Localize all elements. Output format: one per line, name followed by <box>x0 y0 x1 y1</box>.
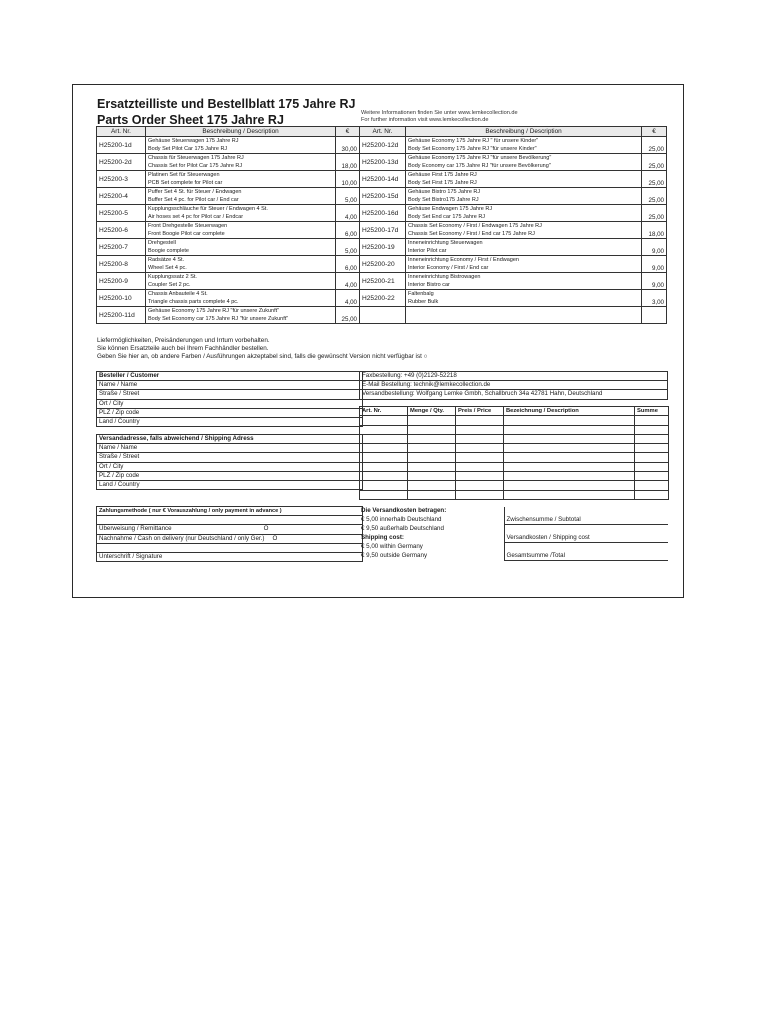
order-row <box>360 434 669 443</box>
part-number: H25200-19 <box>360 239 406 256</box>
part-description-en: Body Set End car 175 Jahre RJ <box>408 214 486 220</box>
order-price-cell[interactable] <box>456 472 504 481</box>
part-description-en: Chassis Set Economy / First / End car 175 Jahre RJ <box>408 231 535 237</box>
subtotal-spacer <box>504 507 668 516</box>
part-description <box>146 239 336 256</box>
order-row <box>360 453 669 462</box>
remittance-label: Überweisung / Remittance <box>99 525 172 533</box>
part-price: 6,00 <box>336 222 360 239</box>
order-row <box>360 425 669 434</box>
part-description-de: Gehäuse Economy 175 Jahre RJ "für unsere Zukunft" <box>148 308 280 314</box>
part-description-de: Inneneinrichtung Steuerwagen <box>408 240 483 246</box>
part-description <box>406 222 642 239</box>
part-description-en: Interior Pilot car <box>408 248 447 254</box>
payment-heading: Zahlungsmethode ( nur € Vorauszahlung / only payment in advance ) <box>97 507 363 516</box>
cod-label: Nachnahme / Cash on delivery (nur Deutschland / only Ger.) <box>99 534 265 542</box>
customer-heading: Besteller / Customer <box>97 372 363 381</box>
part-description-de: Front Drehgestelle Steuerwagen <box>148 223 228 229</box>
order-row <box>360 481 669 490</box>
shipping-country-field[interactable]: Land / Country <box>97 480 363 489</box>
order-sum-cell[interactable] <box>635 434 669 443</box>
order-description-cell[interactable] <box>504 444 635 453</box>
part-description <box>406 154 642 171</box>
part-price: 25,00 <box>642 188 667 205</box>
part-description-en: Air hoses set 4 pc for Pilot car / Endcar <box>148 214 244 220</box>
part-description-de: Chassis Anbauteile 4 St. <box>148 291 208 297</box>
part-row <box>97 154 667 171</box>
part-row <box>97 307 667 324</box>
shipping-address-heading: Versandadresse, falls abweichend / Shipping Adress <box>97 435 363 444</box>
part-price: 25,00 <box>642 154 667 171</box>
part-number: H25200-5 <box>97 205 146 222</box>
part-row <box>97 239 667 256</box>
part-price: 5,00 <box>336 239 360 256</box>
part-number: H25200-7 <box>97 239 146 256</box>
part-number: H25200-16d <box>360 205 406 222</box>
part-description-en: Body Set Economy 175 Jahre RJ "für unsere Kinder" <box>408 146 537 152</box>
part-description-en: Body Set Economy car 175 Jahre RJ "für unsere Zukunft" <box>148 316 289 322</box>
order-price-cell[interactable] <box>456 481 504 490</box>
order-description-cell[interactable] <box>504 434 635 443</box>
order-art-nr-cell[interactable] <box>360 434 408 443</box>
customer-zip-field[interactable]: PLZ / Zip code <box>97 408 363 417</box>
part-description <box>146 222 336 239</box>
part-price: 6,00 <box>336 256 360 273</box>
order-sum-cell[interactable] <box>635 472 669 481</box>
part-number <box>360 307 406 324</box>
order-row <box>360 472 669 481</box>
part-description-en: Buffer Set 4 pc. for Pilot car / End car <box>148 197 239 203</box>
part-description-en: Rubber Bulk <box>408 299 439 305</box>
part-description <box>406 205 642 222</box>
order-qty-cell[interactable] <box>408 462 456 471</box>
total-label: Gesamtsumme /Total <box>504 552 668 561</box>
part-description-en: Coupler Set 2 pc. <box>148 282 191 288</box>
shipping-zip-field[interactable]: PLZ / Zip code <box>97 471 363 480</box>
title-german: Ersatzteilliste und Bestellblatt 175 Jahre RJ <box>97 97 356 111</box>
order-art-nr-cell[interactable] <box>360 425 408 434</box>
part-price: 4,00 <box>336 273 360 290</box>
part-description-de: Puffer Set 4 St. für Steuer / Endwagen <box>148 189 242 195</box>
info-german: Weitere Informationen finden Sie unter www.lemkecollection.de <box>361 110 518 116</box>
part-price <box>642 307 667 324</box>
part-description <box>406 273 642 290</box>
order-art-nr-cell[interactable] <box>360 490 408 499</box>
shipping-city-field[interactable]: Ort / City <box>97 462 363 471</box>
part-row <box>97 171 667 188</box>
order-col-art-nr: Art. Nr. <box>360 407 408 416</box>
part-price: 30,00 <box>336 137 360 154</box>
part-number: H25200-22 <box>360 290 406 307</box>
part-description-en: Triangle chassis parts complete 4 pc. <box>148 299 239 305</box>
part-description <box>406 307 642 324</box>
shipping-cost-outside: € 9,50 outside Germany <box>361 551 428 559</box>
order-sum-cell[interactable] <box>635 462 669 471</box>
part-price: 25,00 <box>642 205 667 222</box>
note-availability: Liefermöglichkeiten, Preisänderungen und Irrtum vorbehalten. <box>97 337 270 344</box>
payment-box <box>96 506 363 562</box>
col-art-nr: Art. Nr. <box>360 127 406 137</box>
part-description <box>146 188 336 205</box>
part-price: 3,00 <box>642 290 667 307</box>
part-price: 5,00 <box>336 188 360 205</box>
customer-name-field[interactable]: Name / Name <box>97 381 363 390</box>
order-description-cell[interactable] <box>504 462 635 471</box>
parts-header-row <box>97 127 667 137</box>
part-description-en: Boogie complete <box>148 248 189 254</box>
part-description-en: Front Boogie Pilot car complete <box>148 231 225 237</box>
part-description-de: Drehgestell <box>148 240 176 246</box>
part-price: 9,00 <box>642 239 667 256</box>
order-art-nr-cell[interactable] <box>360 481 408 490</box>
part-description-en: Body Set Bistro175 Jahre RJ <box>408 197 479 203</box>
part-price: 18,00 <box>642 222 667 239</box>
order-price-cell[interactable] <box>456 425 504 434</box>
col-art-nr: Art. Nr. <box>97 127 146 137</box>
order-description-cell[interactable] <box>504 453 635 462</box>
contact-box <box>359 371 668 400</box>
part-description-de: Gehäuse Bistro 175 Jahre RJ <box>408 189 481 195</box>
payment-cod-option[interactable] <box>97 534 363 543</box>
part-price: 25,00 <box>642 171 667 188</box>
order-qty-cell[interactable] <box>408 472 456 481</box>
col-description: Beschreibung / Description <box>146 127 336 137</box>
customer-street-field[interactable]: Straße / Street <box>97 390 363 399</box>
postal-order: Versandbestellung: Wolfgang Lemke Gmbh, Schallbruch 34a 42781 Hahn, Deutschland <box>360 390 668 399</box>
part-description-de: Gehäuse Steuerwagen 175 Jahre RJ <box>148 138 239 144</box>
part-description-de: Radsätze 4 St. <box>148 257 185 263</box>
order-qty-cell[interactable] <box>408 444 456 453</box>
order-qty-cell[interactable] <box>408 490 456 499</box>
part-description-de: Gehäuse Economy 175 Jahre RJ " für unsere Kinder" <box>408 138 539 144</box>
part-description-en: Chassis Set for Pilot Car 175 Jahre RJ <box>148 163 243 169</box>
order-row <box>360 490 669 499</box>
order-row <box>360 416 669 425</box>
order-price-cell[interactable] <box>456 416 504 425</box>
payment-blank-row <box>97 543 363 552</box>
part-row <box>97 188 667 205</box>
part-number: H25200-14d <box>360 171 406 188</box>
part-number: H25200-20 <box>360 256 406 273</box>
part-row <box>97 290 667 307</box>
shipping-name-field[interactable]: Name / Name <box>97 444 363 453</box>
shipping-cost-germany: € 5,00 innerhalb Deutschland <box>361 515 442 523</box>
order-qty-cell[interactable] <box>408 425 456 434</box>
order-col-sum: Summe <box>635 407 669 416</box>
order-sum-cell[interactable] <box>635 453 669 462</box>
note-alternatives: Geben Sie hier an, ob andere Farben / Ausführungen akzeptabel sind, falls die gewünscht Version nicht verfügbar ist ○ <box>97 353 428 360</box>
part-description-de: Inneneinrichtung Economy / First / Endwagen <box>408 257 519 263</box>
order-price-cell[interactable] <box>456 462 504 471</box>
order-description-cell[interactable] <box>504 416 635 425</box>
part-description-en: Body Set Pilot Car 175 Jahre RJ <box>148 146 228 152</box>
order-art-nr-cell[interactable] <box>360 416 408 425</box>
order-price-cell[interactable] <box>456 490 504 499</box>
part-description-de: Kupplungssatz 2 St. <box>148 274 197 280</box>
part-number: H25200-15d <box>360 188 406 205</box>
order-description-cell[interactable] <box>504 472 635 481</box>
info-english: For further information visit www.lemkecollection.de <box>361 117 489 123</box>
part-number: H25200-6 <box>97 222 146 239</box>
col-price: € <box>642 127 667 137</box>
shipping-street-field[interactable]: Straße / Street <box>97 453 363 462</box>
part-description <box>146 205 336 222</box>
part-price: 18,00 <box>336 154 360 171</box>
order-sum-cell[interactable] <box>635 490 669 499</box>
customer-city-field[interactable]: Ort / City <box>97 399 363 408</box>
order-header-row <box>360 407 669 416</box>
part-description-de: Gehäuse Endwagen 175 Jahre RJ <box>408 206 493 212</box>
customer-country-field[interactable]: Land / Country <box>97 417 363 426</box>
part-row <box>97 273 667 290</box>
part-description <box>146 256 336 273</box>
shipping-cost-box <box>359 507 668 561</box>
part-price: 25,00 <box>336 307 360 324</box>
shipping-cost-within: € 5,00 within Germany <box>361 542 423 550</box>
order-col-qty: Menge / Qty. <box>408 407 456 416</box>
shipping-cost-heading-de: Die Versandkosten betragen: <box>361 507 447 514</box>
col-description: Beschreibung / Description <box>406 127 642 137</box>
subtotal-label: Zwischensumme / Subtotal <box>504 516 668 525</box>
part-description <box>406 290 642 307</box>
order-art-nr-cell[interactable] <box>360 462 408 471</box>
part-description <box>146 273 336 290</box>
part-description-de: Platinen Set für Steuerwagen <box>148 172 220 178</box>
part-number: H25200-4 <box>97 188 146 205</box>
shipping-cost-heading-en: Shipping cost: <box>361 533 404 541</box>
part-description <box>406 171 642 188</box>
part-description-de: Chassis Set Economy / First / Endwagen 175 Jahre RJ <box>408 223 542 229</box>
part-number: H25200-12d <box>360 137 406 154</box>
part-description-de: Gehäuse Economy 175 Jahre RJ "für unsere Bevölkerung" <box>408 155 552 161</box>
part-row <box>97 137 667 154</box>
signature-field[interactable]: Unterschrift / Signature <box>97 552 363 561</box>
customer-form <box>96 371 363 427</box>
remittance-radio[interactable]: O <box>263 525 269 533</box>
part-description <box>146 137 336 154</box>
order-table <box>359 406 669 500</box>
order-qty-cell[interactable] <box>408 434 456 443</box>
order-col-price: Preis / Price <box>456 407 504 416</box>
order-sum-cell[interactable] <box>635 416 669 425</box>
part-number: H25200-13d <box>360 154 406 171</box>
email-order: E-Mail Bestellung: technik@lemkecollection.de <box>360 381 668 390</box>
order-description-cell[interactable] <box>504 481 635 490</box>
shipping-spacer <box>504 525 668 534</box>
part-price: 9,00 <box>642 256 667 273</box>
part-description <box>146 290 336 307</box>
part-description <box>146 307 336 324</box>
part-number: H25200-2d <box>97 154 146 171</box>
order-description-cell[interactable] <box>504 490 635 499</box>
part-description-de: Kupplungsschläuche für Steuer / Endwagen 4 St. <box>148 206 268 212</box>
part-description-de: Gehäuse First 175 Jahre RJ <box>408 172 477 178</box>
parts-table <box>96 126 667 324</box>
order-price-cell[interactable] <box>456 453 504 462</box>
part-price: 4,00 <box>336 290 360 307</box>
col-price: € <box>336 127 360 137</box>
order-qty-cell[interactable] <box>408 416 456 425</box>
total-spacer <box>504 543 668 552</box>
shipping-address-form <box>96 434 363 490</box>
cod-radio[interactable]: O <box>272 534 278 542</box>
part-row <box>97 222 667 239</box>
part-number: H25200-11d <box>97 307 146 324</box>
part-number: H25200-9 <box>97 273 146 290</box>
shipping-cost-abroad: € 9,50 außerhalb Deutschland <box>361 524 444 532</box>
part-description <box>146 154 336 171</box>
part-description <box>406 239 642 256</box>
part-number: H25200-21 <box>360 273 406 290</box>
part-price: 10,00 <box>336 171 360 188</box>
part-description-en: Body Economy car 175 Jahre RJ "für unsere Bevölkerung" <box>408 163 551 169</box>
part-description-en: Body Set First 175 Jahre RJ <box>408 180 477 186</box>
payment-blank-row <box>97 516 363 525</box>
part-description-en: PCB Set complete for Pilot car <box>148 180 223 186</box>
order-col-description: Bezeichnung / Description <box>504 407 635 416</box>
fax-order: Faxbestellung: +49 (0)2129-52218 <box>360 372 668 381</box>
part-description-de: Faltenbalg <box>408 291 434 297</box>
part-row <box>97 205 667 222</box>
order-sum-cell[interactable] <box>635 444 669 453</box>
part-price: 9,00 <box>642 273 667 290</box>
order-sum-cell[interactable] <box>635 481 669 490</box>
part-number: H25200-8 <box>97 256 146 273</box>
part-number: H25200-3 <box>97 171 146 188</box>
part-row <box>97 256 667 273</box>
part-description-en: Wheel Set 4 pc. <box>148 265 187 271</box>
part-number: H25200-17d <box>360 222 406 239</box>
part-description-de: Chassis für Steuerwagen 175 Jahre RJ <box>148 155 244 161</box>
order-art-nr-cell[interactable] <box>360 472 408 481</box>
note-dealer: Sie können Ersatzteile auch bei Ihrem Fachhändler bestellen. <box>97 345 269 352</box>
order-art-nr-cell[interactable] <box>360 453 408 462</box>
part-description <box>146 171 336 188</box>
order-row <box>360 444 669 453</box>
order-qty-cell[interactable] <box>408 481 456 490</box>
title-english: Parts Order Sheet 175 Jahre RJ <box>97 113 284 127</box>
part-description <box>406 256 642 273</box>
part-description-de: Inneneinrichtung Bistrowagen <box>408 274 481 280</box>
part-description-en: Interior Bistro car <box>408 282 450 288</box>
part-description <box>406 188 642 205</box>
part-price: 4,00 <box>336 205 360 222</box>
order-art-nr-cell[interactable] <box>360 444 408 453</box>
shipping-cost-label: Versandkosten / Shipping cost <box>504 534 668 543</box>
order-qty-cell[interactable] <box>408 453 456 462</box>
payment-remittance-option[interactable] <box>97 525 363 534</box>
order-row <box>360 462 669 471</box>
part-description-en: Interior Economy / First / End car <box>408 265 489 271</box>
part-price: 25,00 <box>642 137 667 154</box>
order-price-cell[interactable] <box>456 444 504 453</box>
part-number: H25200-10 <box>97 290 146 307</box>
order-price-cell[interactable] <box>456 434 504 443</box>
order-description-cell[interactable] <box>504 425 635 434</box>
order-sum-cell[interactable] <box>635 425 669 434</box>
part-description <box>406 137 642 154</box>
part-number: H25200-1d <box>97 137 146 154</box>
